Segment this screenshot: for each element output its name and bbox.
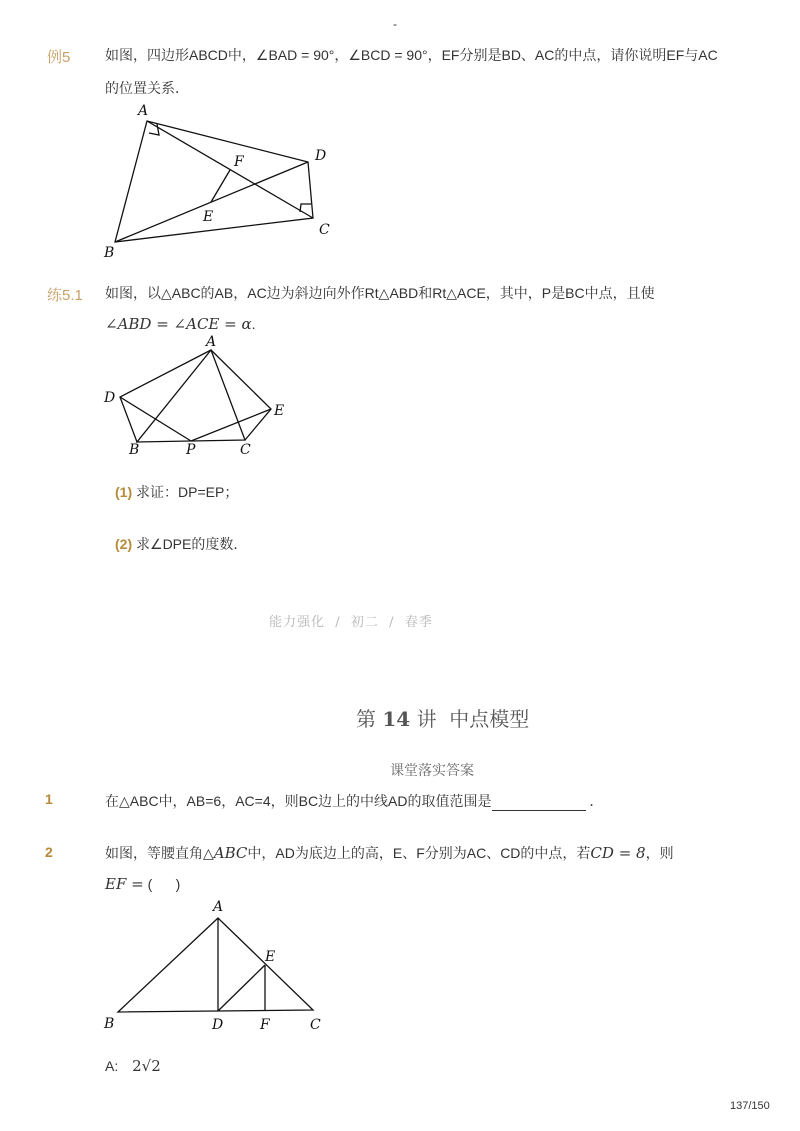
lecture-subtitle: 课堂落实答案 (390, 763, 474, 779)
question-2-text-c: ，则 (645, 845, 674, 861)
label-b: B (129, 442, 140, 458)
triangle-ace (211, 350, 271, 440)
segment-de (218, 965, 265, 1011)
option-a-label: A: (105, 1058, 119, 1074)
example-5-text-line1: 如图，四边形ABCD中，∠BAD = 90°，∠BCD = 90°，EF分别是BD、AC的中点，请你说明EF与AC (105, 47, 718, 63)
segment-ef (211, 170, 230, 202)
practice-5-1-figure (95, 335, 305, 460)
label-a: A (206, 335, 217, 350)
header-dash: - (393, 17, 397, 31)
practice-5-1-formula: ∠ABD = ∠ACE = α (105, 315, 252, 333)
question-1-num: 1 (45, 791, 53, 807)
page-footer: 能力强化 / 初二 / 春季 (269, 615, 433, 630)
label-c: C (310, 1017, 321, 1033)
question-1-text-before: 在△ABC中，AB=6，AC=4，则BC边上的中线AD的取值范围是 (105, 793, 492, 809)
question-2-number: (2) (115, 536, 133, 552)
label-f: F (234, 154, 244, 170)
label-d: D (212, 1017, 224, 1033)
triangle-abc (137, 350, 245, 442)
example-5-tag: 例5 (47, 49, 71, 66)
option-a[interactable] (105, 1056, 161, 1076)
question-1-number: (1) (115, 484, 133, 500)
label-e: E (274, 403, 285, 419)
question-2-text-a: 如图，等腰直角△ (105, 845, 214, 861)
math-ef: EF = (105, 875, 144, 893)
quadrilateral-abcd (115, 121, 313, 242)
diagonal-ac (147, 121, 313, 218)
practice-5-1-text-line1: 如图，以△ABC的AB，AC边为斜边向外作Rt△ABD和Rt△ACE，其中，P是BC中点，且使 (105, 285, 655, 301)
label-d: D (315, 148, 327, 164)
question-2-num: 2 (45, 844, 53, 860)
triangle-abd (120, 350, 211, 442)
page-number: 137/150 (730, 1100, 770, 1112)
label-e: E (265, 949, 276, 965)
lecture-title (356, 703, 529, 732)
question-1-text: 求证：DP=EP； (136, 484, 239, 500)
lecture-number: 14 (382, 707, 411, 731)
practice-5-1-question-1 (115, 482, 238, 502)
lecture-title-prefix: 第 (356, 707, 376, 731)
lecture-title-suffix: 讲 中点模型 (416, 707, 530, 731)
segment-ep (191, 409, 271, 441)
example-5-text-line2: 的位置关系． (105, 80, 189, 96)
label-a: A (213, 899, 224, 915)
option-a-value: 2√2 (132, 1057, 161, 1075)
question-2-text-b: 中，AD为底边上的高，E、F分别为AC、CD的中点，若 (247, 845, 591, 861)
answer-parentheses: ( ) (147, 876, 181, 892)
answer-blank[interactable] (492, 796, 586, 811)
label-b: B (104, 1016, 115, 1032)
question-2-text: 求∠DPE的度数． (136, 536, 248, 552)
practice-5-1-formula-end: . (251, 316, 256, 332)
math-abc: ABC (213, 844, 248, 862)
segment-dp (120, 397, 191, 441)
label-c: C (240, 442, 251, 458)
label-p: P (186, 442, 196, 458)
triangle-abc (118, 918, 313, 1012)
label-f: F (260, 1017, 270, 1033)
example-5-figure (95, 100, 345, 265)
practice-5-1-question-2 (115, 534, 247, 554)
practice-5-1-tag: 练5.1 (47, 287, 83, 304)
label-c: C (319, 222, 330, 238)
question-1-text (105, 791, 603, 811)
label-b: B (104, 245, 115, 261)
math-cd: CD = 8 (590, 844, 646, 862)
label-e: E (203, 209, 214, 225)
question-1-text-after: ． (589, 793, 604, 809)
question-2-text-line1 (105, 843, 674, 863)
label-a: A (138, 103, 149, 119)
question-2-figure (95, 890, 335, 1040)
label-d: D (104, 390, 116, 406)
practice-5-1-formula-line (105, 314, 256, 334)
